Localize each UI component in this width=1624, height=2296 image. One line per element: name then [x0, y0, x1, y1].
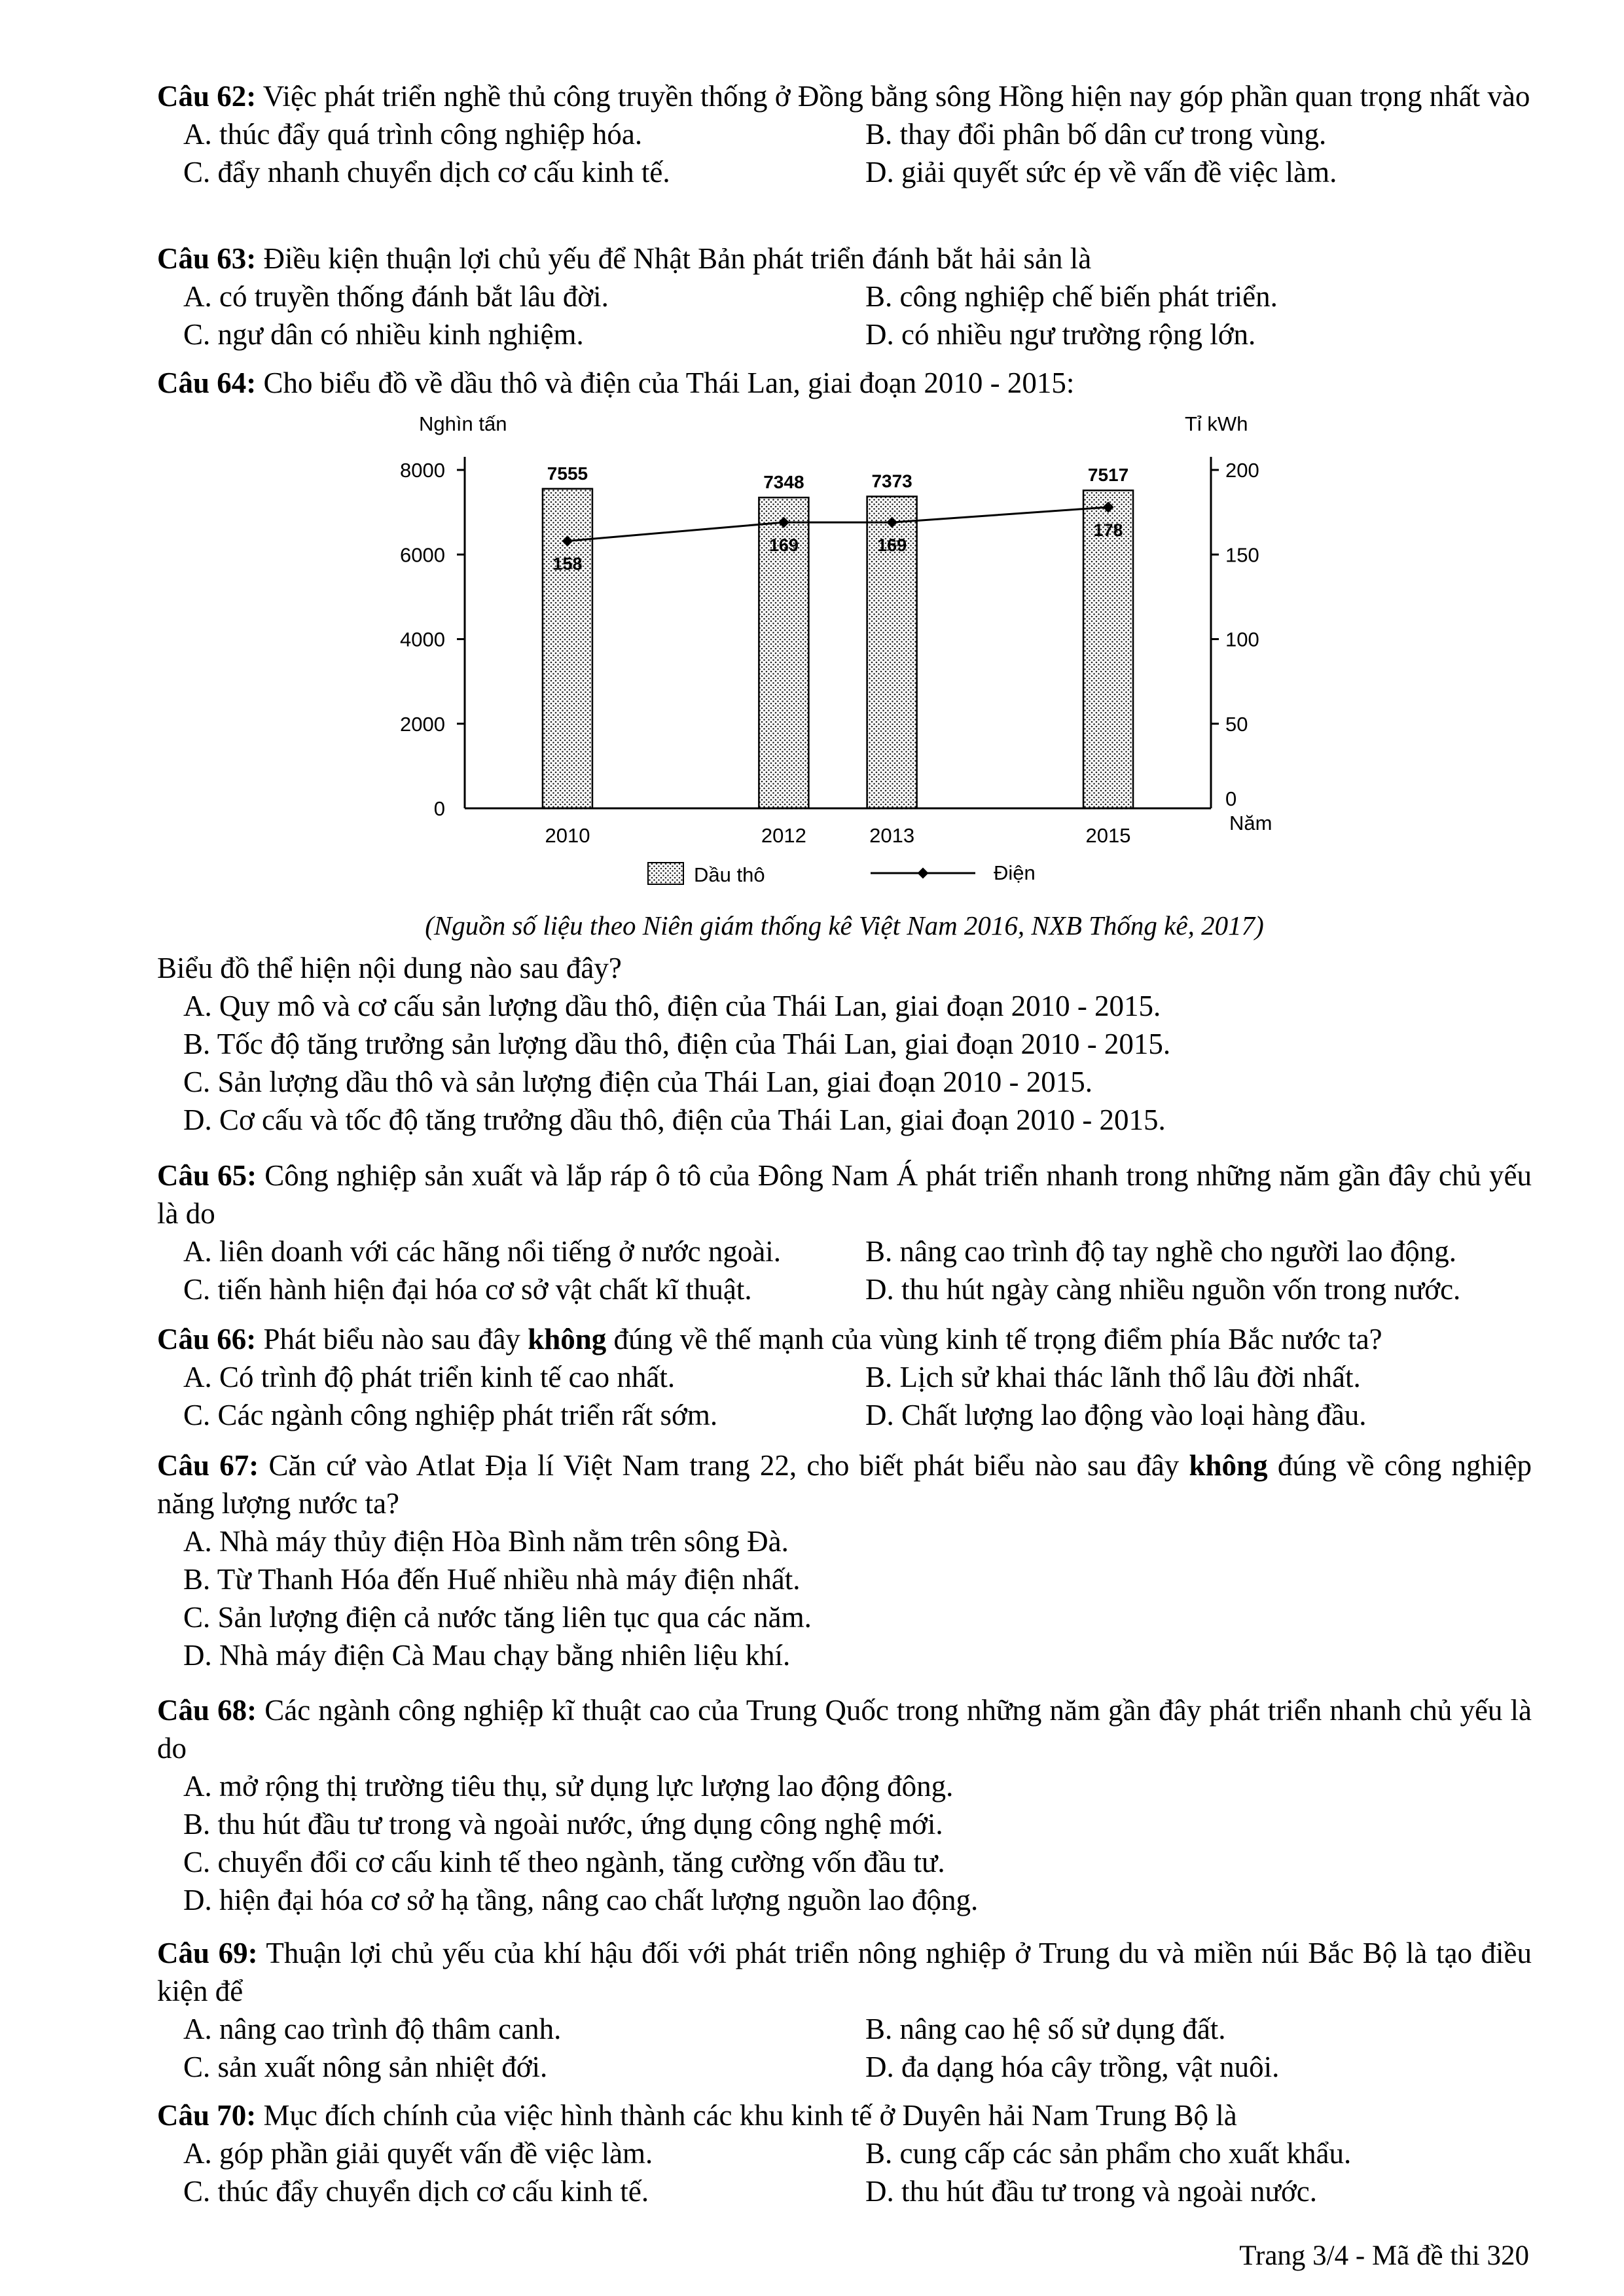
bars-layer: [543, 463, 1133, 808]
option-d[interactable]: D. giải quyết sức ép về vấn đề việc làm.: [865, 156, 1337, 188]
option-b[interactable]: B. Tốc độ tăng trưởng sản lượng dầu thô, điện của Thái Lan, giai đoạn 2010 - 2015.: [183, 1028, 1171, 1060]
right-axis-title: Tỉ kWh: [1185, 412, 1248, 435]
question-62: [157, 77, 1532, 191]
question-67-stem: Câu 67: Căn cứ vào Atlat Địa lí Việt Nam trang 22, cho biết phát biểu nào sau đây không đúng về công nghiệp năng lượng nước ta?: [157, 1449, 1532, 1520]
option-b[interactable]: B. cung cấp các sản phẩm cho xuất khẩu.: [865, 2137, 1352, 2170]
option-b[interactable]: B. thu hút đầu tư trong và ngoài nước, ứng dụng công nghệ mới.: [183, 1808, 943, 1840]
question-66-options: [157, 1358, 1532, 1434]
question-70: [157, 2096, 1532, 2210]
bar-label-2010: 7555: [547, 463, 588, 484]
x-tick-2010: 2010: [545, 824, 590, 847]
question-69-stem: Câu 69: Thuận lợi chủ yếu của khí hậu đối với phát triển nông nghiệp ở Trung du và miền núi Bắc Bộ là tạo điều kiện để: [157, 1937, 1532, 2007]
question-67-options: [157, 1522, 1532, 1674]
question-66: [157, 1320, 1532, 1434]
question-66-stem: Câu 66: Phát biểu nào sau đây không đúng về thế mạnh của vùng kinh tế trọng điểm phía Bắc nước ta?: [157, 1323, 1382, 1355]
question-label: Câu 65:: [157, 1159, 257, 1192]
question-63-stem: Câu 63: Điều kiện thuận lợi chủ yếu để Nhật Bản phát triển đánh bắt hải sản là: [157, 242, 1092, 275]
option-a[interactable]: A. có truyền thống đánh bắt lâu đời.: [183, 280, 609, 313]
option-c[interactable]: C. đẩy nhanh chuyển dịch cơ cấu kinh tế.: [183, 156, 670, 188]
bar-label-2012: 7348: [763, 472, 804, 493]
question-label: Câu 64:: [157, 367, 257, 399]
question-65-options: [157, 1232, 1532, 1308]
question-68-options: [157, 1767, 1532, 1919]
left-tick-label: 2000: [400, 712, 445, 736]
line-label-2012: 169: [768, 535, 799, 556]
option-a[interactable]: A. liên doanh với các hãng nổi tiếng ở nước ngoài.: [183, 1235, 782, 1268]
right-tick-label: 200: [1225, 459, 1259, 482]
question-64-options: [157, 987, 1532, 1139]
x-tick-2012: 2012: [761, 824, 806, 847]
option-c[interactable]: C. ngư dân có nhiều kinh nghiệm.: [183, 318, 584, 351]
line-series-dien: [568, 507, 1108, 541]
x-tick-2013: 2013: [869, 824, 915, 847]
option-a[interactable]: A. Quy mô và cơ cấu sản lượng dầu thô, điện của Thái Lan, giai đoạn 2010 - 2015.: [183, 990, 1161, 1022]
option-c[interactable]: C. Sản lượng điện cả nước tăng liên tục qua các năm.: [183, 1601, 812, 1634]
bar-label-2015: 7517: [1087, 465, 1129, 486]
option-c[interactable]: C. Các ngành công nghiệp phát triển rất sớm.: [183, 1399, 718, 1431]
right-tick-label: 0: [1225, 787, 1237, 810]
chart-svg: [367, 404, 1296, 895]
x-axis-title: Năm: [1229, 812, 1272, 834]
question-64-prompt: Biểu đồ thể hiện nội dung nào sau đây?: [157, 952, 622, 984]
question-67: [157, 1446, 1532, 1674]
left-axis-title: Nghìn tấn: [419, 412, 507, 435]
question-64: [157, 364, 1532, 402]
option-d[interactable]: D. hiện đại hóa cơ sở hạ tầng, nâng cao chất lượng nguồn lao động.: [183, 1884, 979, 1916]
option-b[interactable]: B. nâng cao trình độ tay nghề cho người lao động.: [865, 1235, 1457, 1268]
option-b[interactable]: B. nâng cao hệ số sử dụng đất.: [865, 2013, 1226, 2045]
option-a[interactable]: A. góp phần giải quyết vấn đề việc làm.: [183, 2137, 653, 2170]
option-c[interactable]: C. Sản lượng dầu thô và sản lượng điện của Thái Lan, giai đoạn 2010 - 2015.: [183, 1066, 1093, 1098]
right-tick-label: 50: [1225, 712, 1248, 736]
chart-source-note: (Nguồn số liệu theo Niên giám thống kê Việt Nam 2016, NXB Thống kê, 2017): [425, 910, 1264, 941]
legend-marker-dien: [918, 868, 929, 879]
legend: [648, 861, 1036, 886]
option-a[interactable]: A. nâng cao trình độ thâm canh.: [183, 2013, 562, 2045]
line-label-2015: 178: [1093, 520, 1123, 540]
right-tick-label: 100: [1225, 628, 1259, 651]
question-65-stem: Câu 65: Công nghiệp sản xuất và lắp ráp ô tô của Đông Nam Á phát triển nhanh trong những năm gần đây chủ yếu là do: [157, 1159, 1532, 1230]
option-c[interactable]: C. tiến hành hiện đại hóa cơ sở vật chất kĩ thuật.: [183, 1273, 752, 1306]
left-tick-label: 4000: [400, 628, 445, 651]
option-d[interactable]: D. Cơ cấu và tốc độ tăng trưởng dầu thô, điện của Thái Lan, giai đoạn 2010 - 2015.: [183, 1103, 1166, 1136]
option-b[interactable]: B. Lịch sử khai thác lãnh thổ lâu đời nhất.: [865, 1361, 1361, 1393]
question-68-stem: Câu 68: Các ngành công nghiệp kĩ thuật cao của Trung Quốc trong những năm gần đây phát triển nhanh chủ yếu là do: [157, 1694, 1532, 1765]
line-label-2013: 169: [877, 535, 907, 556]
option-c[interactable]: C. sản xuất nông sản nhiệt đới.: [183, 2051, 548, 2083]
left-tick-label: 0: [433, 797, 445, 820]
question-65: [157, 1157, 1532, 1308]
left-tick-label: 6000: [400, 543, 445, 567]
line-label-2010: 158: [552, 554, 583, 574]
option-a[interactable]: A. mở rộng thị trường tiêu thụ, sử dụng lực lượng lao động đông.: [183, 1770, 954, 1803]
legend-swatch-dau-tho: [648, 863, 683, 884]
option-c[interactable]: C. thúc đẩy chuyển dịch cơ cấu kinh tế.: [183, 2175, 649, 2208]
question-69-options: [157, 2010, 1532, 2086]
question-label: Câu 66:: [157, 1323, 257, 1355]
page-footer: Trang 3/4 - Mã đề thi 320: [1239, 2240, 1529, 2271]
option-b[interactable]: B. thay đổi phân bố dân cư trong vùng.: [865, 118, 1327, 151]
question-62-options: [157, 115, 1532, 191]
option-d[interactable]: D. có nhiều ngư trường rộng lớn.: [865, 318, 1256, 351]
option-a[interactable]: A. thúc đẩy quá trình công nghiệp hóa.: [183, 118, 643, 151]
option-c[interactable]: C. chuyển đổi cơ cấu kinh tế theo ngành, tăng cường vốn đầu tư.: [183, 1846, 945, 1878]
option-b[interactable]: B. Từ Thanh Hóa đến Huế nhiều nhà máy điện nhất.: [183, 1563, 801, 1596]
question-64-stem: Câu 64: Cho biểu đồ về dầu thô và điện của Thái Lan, giai đoạn 2010 - 2015:: [157, 367, 1075, 399]
question-63-options: [157, 278, 1532, 353]
question-label: Câu 63:: [157, 242, 257, 275]
question-70-stem: Câu 70: Mục đích chính của việc hình thành các khu kinh tế ở Duyên hải Nam Trung Bộ là: [157, 2099, 1237, 2132]
question-63: [157, 240, 1532, 353]
option-d[interactable]: D. thu hút ngày càng nhiều nguồn vốn trong nước.: [865, 1273, 1461, 1306]
question-62-stem: Câu 62: Việc phát triển nghề thủ công truyền thống ở Đồng bằng sông Hồng hiện nay góp phần quan trọng nhất vào: [157, 80, 1530, 113]
option-d[interactable]: D. đa dạng hóa cây trồng, vật nuôi.: [865, 2051, 1280, 2083]
question-label: Câu 70:: [157, 2099, 257, 2132]
question-label: Câu 67:: [157, 1449, 259, 1482]
option-d[interactable]: D. Chất lượng lao động vào loại hàng đầu.: [865, 1399, 1367, 1431]
question-70-options: [157, 2134, 1532, 2210]
legend-label-dien: Điện: [994, 861, 1036, 884]
chart: [367, 404, 1296, 895]
legend-label-dau-tho: Dầu thô: [694, 863, 765, 886]
question-64-body: [157, 949, 1532, 1139]
right-tick-label: 150: [1225, 543, 1259, 567]
question-68: [157, 1691, 1532, 1919]
question-69: [157, 1934, 1532, 2086]
option-a[interactable]: A. Có trình độ phát triển kinh tế cao nhất.: [183, 1361, 676, 1393]
question-label: Câu 62:: [157, 80, 257, 113]
question-label: Câu 69:: [157, 1937, 258, 1969]
option-a[interactable]: A. Nhà máy thủy điện Hòa Bình nằm trên sông Đà.: [183, 1525, 789, 1558]
option-d[interactable]: D. thu hút đầu tư trong và ngoài nước.: [865, 2175, 1317, 2208]
option-d[interactable]: D. Nhà máy điện Cà Mau chạy bằng nhiên liệu khí.: [183, 1639, 791, 1672]
question-label: Câu 68:: [157, 1694, 257, 1727]
x-tick-2015: 2015: [1085, 824, 1131, 847]
line-layer: [552, 501, 1123, 573]
option-b[interactable]: B. công nghiệp chế biến phát triển.: [865, 280, 1278, 313]
bar-label-2013: 7373: [871, 471, 912, 492]
left-tick-label: 8000: [400, 459, 445, 482]
